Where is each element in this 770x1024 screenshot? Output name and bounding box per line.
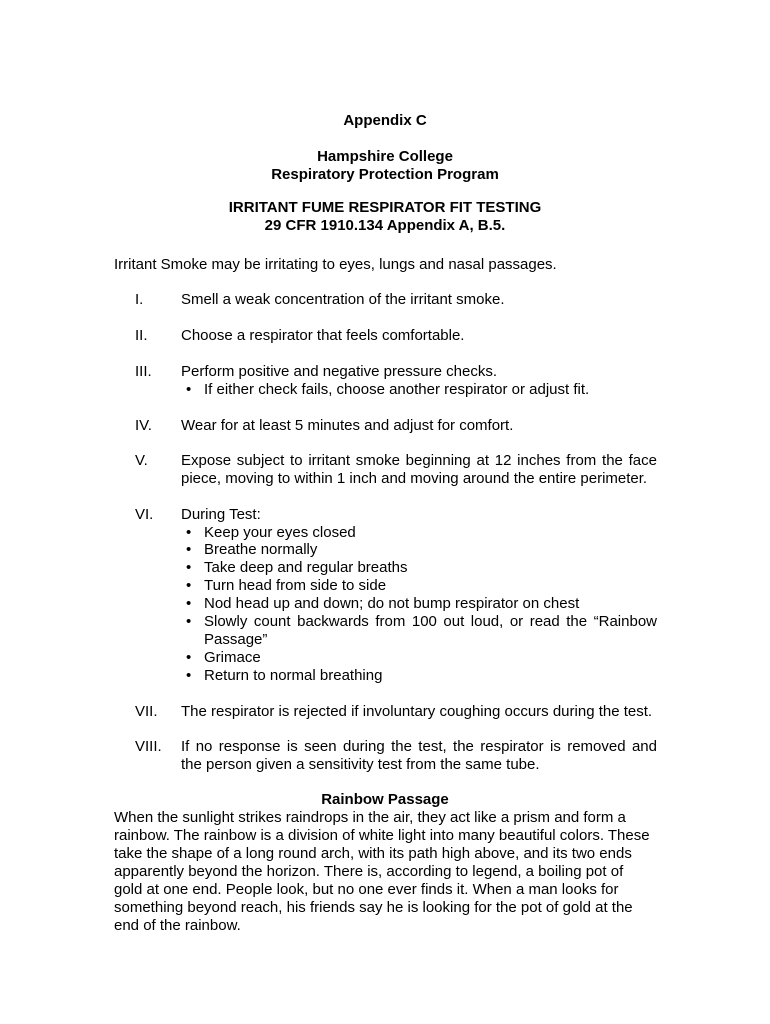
bullet-icon: •: [186, 524, 192, 541]
bullet-text: Keep your eyes closed: [204, 524, 356, 541]
rainbow-passage-line: apparently beyond the horizon. There is, according to legend, a boiling pot of: [114, 863, 624, 880]
rainbow-passage-line: take the shape of a long round arch, with its path high above, and its two ends: [114, 845, 632, 862]
bullet-text: If either check fails, choose another respirator or adjust fit.: [204, 381, 590, 398]
step-text: If no response is seen during the test, the respirator is removed and: [181, 738, 657, 755]
step-number: III.: [135, 363, 152, 380]
step-number: IV.: [135, 417, 152, 434]
bullet-text: Turn head from side to side: [204, 577, 387, 594]
bullet-icon: •: [186, 649, 192, 666]
bullet-text: Passage”: [204, 631, 268, 648]
bullet-icon: •: [186, 577, 192, 594]
step-number: V.: [135, 452, 148, 469]
step-text: Expose subject to irritant smoke beginning at 12 inches from the face: [181, 452, 657, 469]
bullet-icon: •: [186, 667, 192, 684]
rainbow-passage-line: When the sunlight strikes raindrops in the air, they act like a prism and form a: [114, 809, 626, 826]
step-number: II.: [135, 327, 148, 344]
step-text: the person given a sensitivity test from the same tube.: [181, 756, 540, 773]
bullet-text: Slowly count backwards from 100 out loud, or read the “Rainbow: [204, 613, 657, 630]
step-text: piece, moving to within 1 inch and moving around the entire perimeter.: [181, 470, 648, 487]
step-text: Choose a respirator that feels comfortable.: [181, 327, 465, 344]
program-name: Respiratory Protection Program: [271, 166, 499, 183]
bullet-icon: •: [186, 595, 192, 612]
bullet-text: Nod head up and down; do not bump respirator on chest: [204, 595, 580, 612]
rainbow-passage-heading: Rainbow Passage: [321, 791, 449, 808]
rainbow-passage-line: something beyond reach, his friends say he is looking for the pot of gold at the: [114, 899, 633, 916]
rainbow-passage-line: rainbow. The rainbow is a division of white light into many beautiful colors. These: [114, 827, 650, 844]
bullet-text: Breathe normally: [204, 541, 318, 558]
step-text: The respirator is rejected if involuntary coughing occurs during the test.: [181, 703, 653, 720]
step-text: Smell a weak concentration of the irritant smoke.: [181, 291, 505, 308]
step-number: VIII.: [135, 738, 162, 755]
bullet-icon: •: [186, 613, 192, 630]
step-text: During Test:: [181, 506, 261, 523]
step-text: Wear for at least 5 minutes and adjust for comfort.: [181, 417, 514, 434]
bullet-icon: •: [186, 541, 192, 558]
step-number: I.: [135, 291, 144, 308]
bullet-icon: •: [186, 381, 192, 398]
intro-text: Irritant Smoke may be irritating to eyes, lungs and nasal passages.: [114, 256, 557, 273]
bullet-text: Take deep and regular breaths: [204, 559, 408, 576]
rainbow-passage-line: gold at one end. People look, but no one ever finds it. When a man looks for: [114, 881, 619, 898]
rainbow-passage-line: end of the rainbow.: [114, 917, 241, 934]
step-number: VI.: [135, 506, 154, 523]
document-title: IRRITANT FUME RESPIRATOR FIT TESTING: [228, 199, 542, 216]
institution-name: Hampshire College: [317, 148, 453, 165]
step-text: Perform positive and negative pressure checks.: [181, 363, 497, 380]
regulation-reference: 29 CFR 1910.134 Appendix A, B.5.: [264, 217, 506, 234]
bullet-text: Grimace: [204, 649, 261, 666]
appendix-label: Appendix C: [343, 112, 427, 129]
step-number: VII.: [135, 703, 158, 720]
bullet-text: Return to normal breathing: [204, 667, 383, 684]
bullet-icon: •: [186, 559, 192, 576]
